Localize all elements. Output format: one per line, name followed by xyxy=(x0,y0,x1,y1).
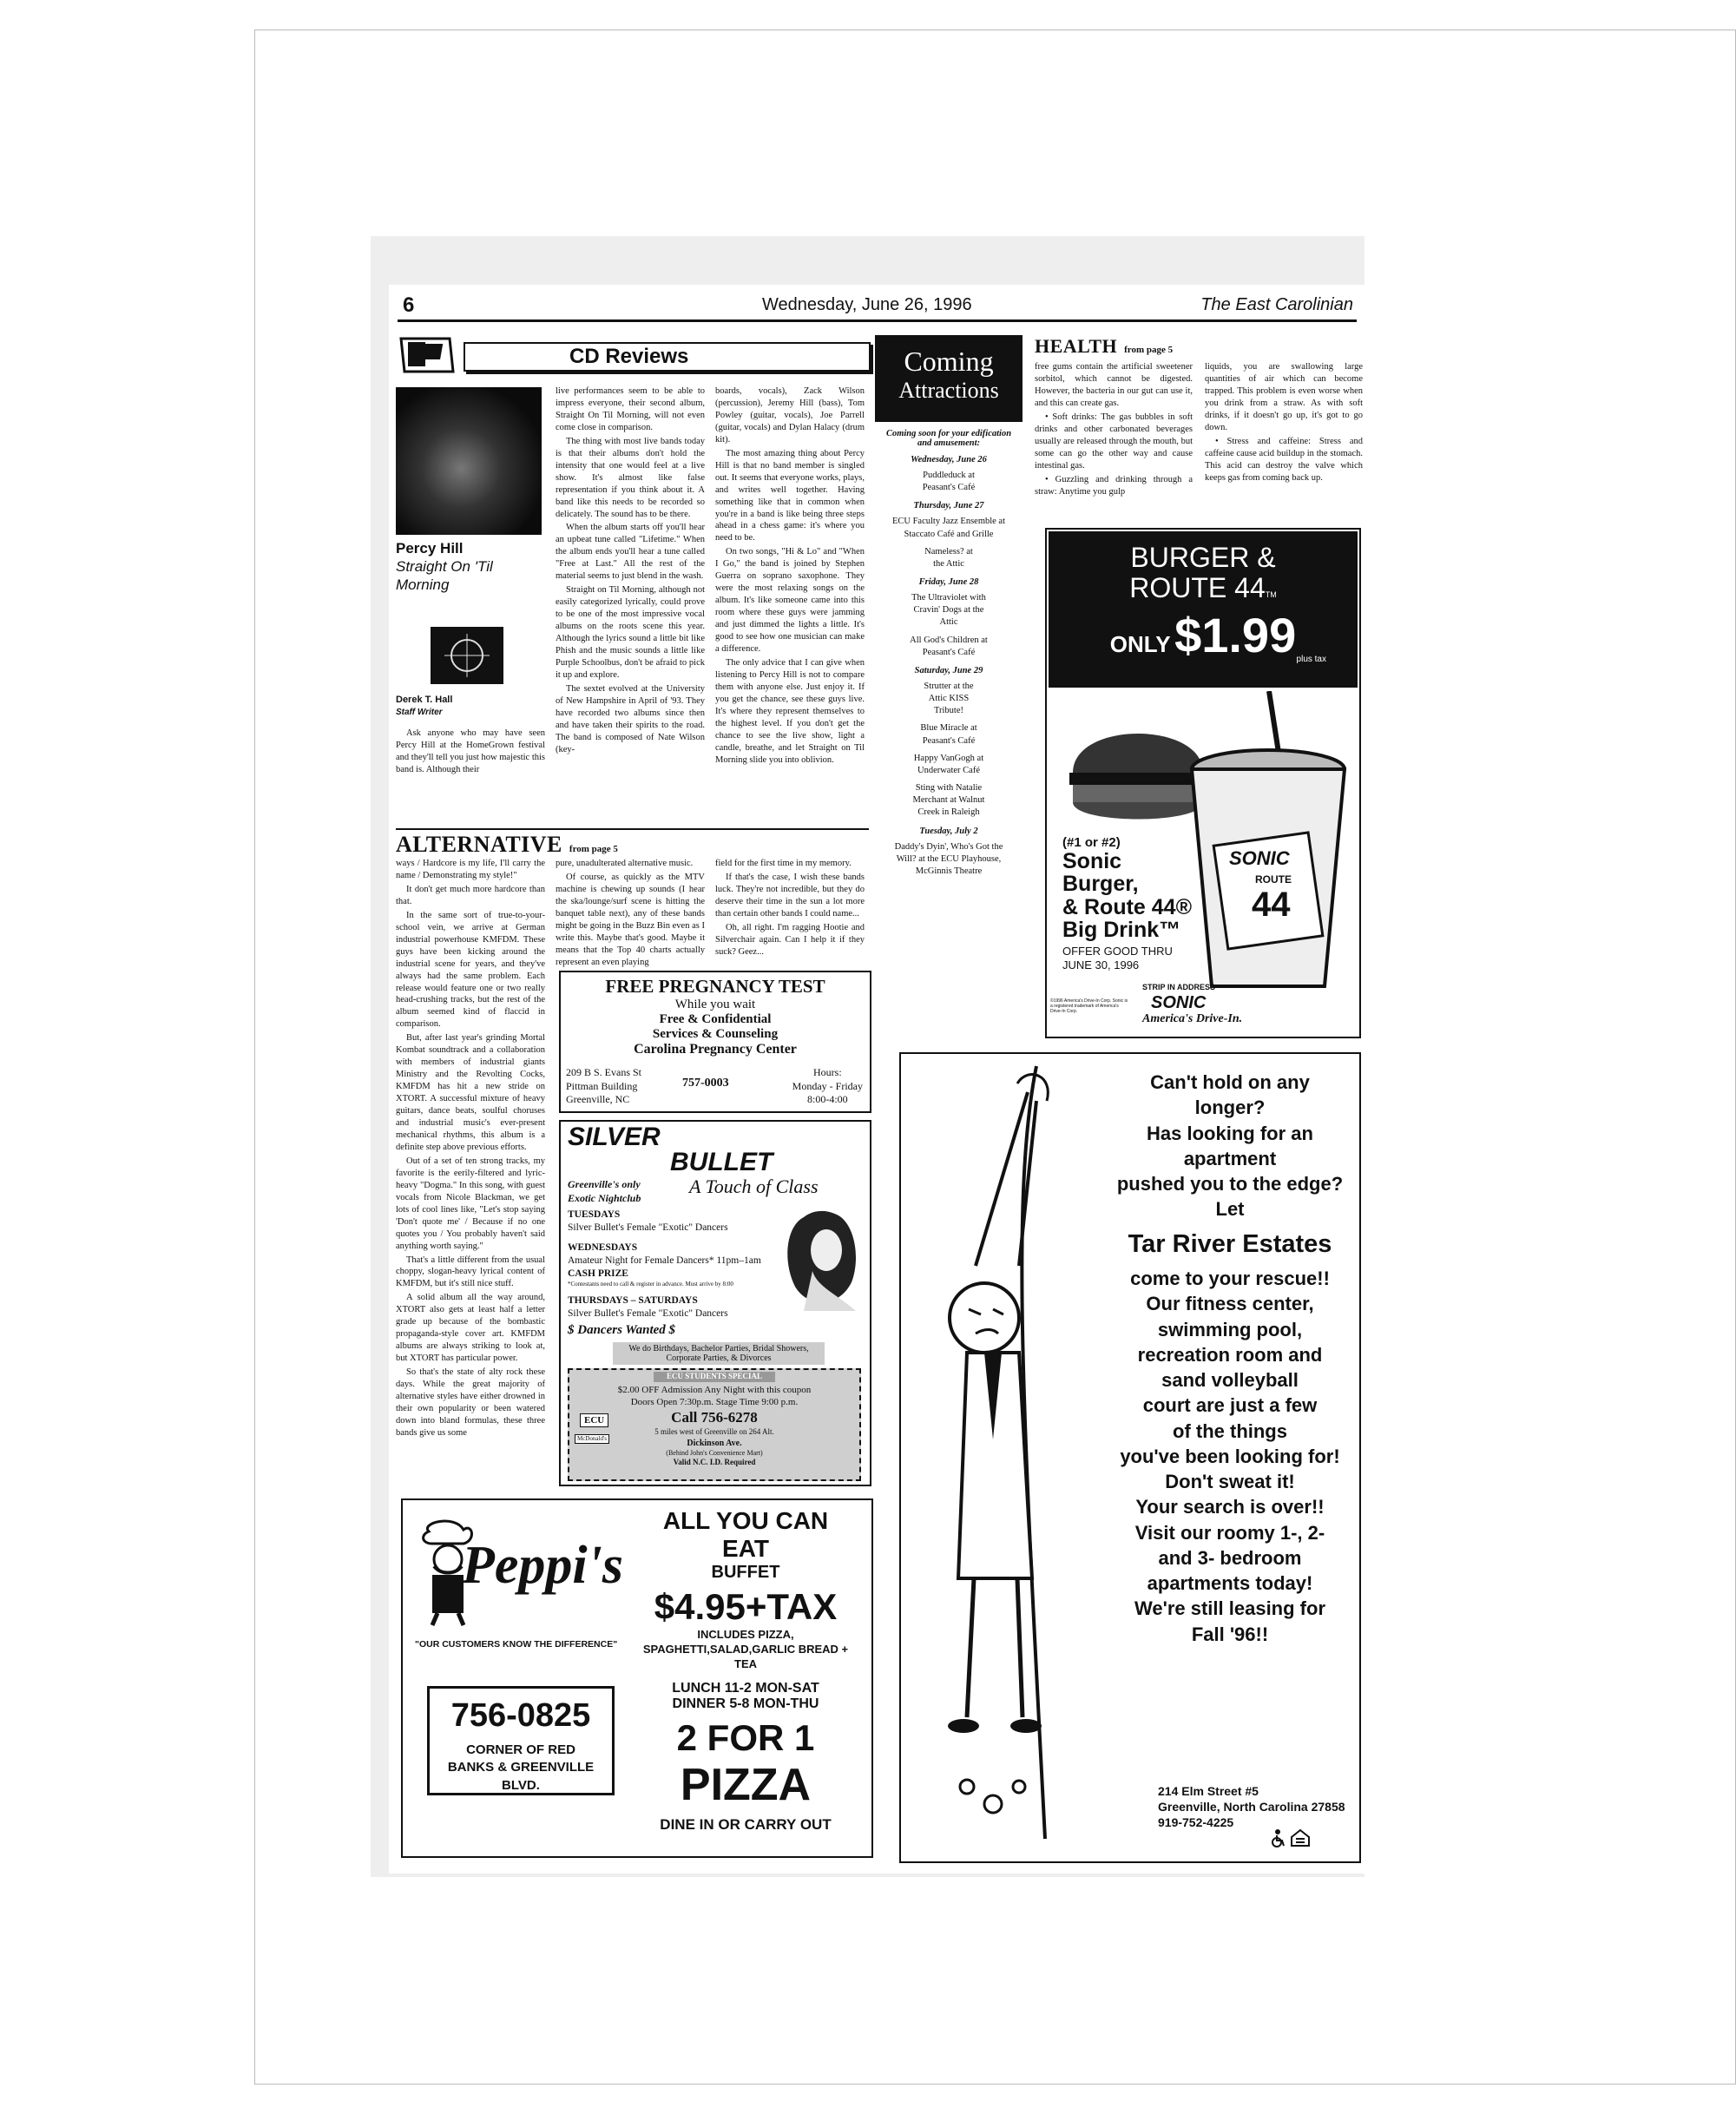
paragraph: That's a little different from the usual choppy, slogan-heavy lyrical content of KMFDM, but it's still nice stuff. xyxy=(396,1255,545,1289)
peppis-includes: INCLUDES PIZZA, SPAGHETTI,SALAD,GARLIC BREAD + TEA xyxy=(642,1628,849,1670)
name-line-1: SILVER xyxy=(568,1123,661,1151)
tar-river-address xyxy=(1158,1783,1345,1831)
sonic-ad xyxy=(1045,528,1361,1038)
ca-date: Tuesday, July 2 xyxy=(919,826,978,836)
cd-review-col-2 xyxy=(556,385,705,758)
sonic-product-line: Sonic xyxy=(1062,849,1122,873)
ad-line: come to your rescue!! xyxy=(1130,1268,1330,1290)
paragraph: When the album starts off you'll hear an upbeat tune called "Lifetime." When the album ends you'll hear a tune called "Free at Last." All the rest of the material seems to just blend in the wash. xyxy=(556,523,705,582)
hours-line: Monday - Friday xyxy=(792,1079,863,1092)
peppis-lunch: LUNCH 11-2 MON-SAT xyxy=(672,1680,819,1696)
newspaper-page xyxy=(389,285,1370,1874)
dancer-illustration-icon xyxy=(778,1200,865,1313)
album-cover xyxy=(431,627,503,684)
ad-line: Fall '96!! xyxy=(1191,1623,1269,1645)
schedule-day: TUESDAYS xyxy=(568,1209,621,1220)
schedule-extra: CASH PRIZE xyxy=(568,1268,628,1279)
album-title: Straight On 'Til Morning xyxy=(396,558,493,594)
tagline-line: Greenville's only xyxy=(568,1178,641,1190)
cd-review-col-1 xyxy=(396,728,545,778)
alternative-heading xyxy=(396,828,869,858)
peppis-menu xyxy=(637,1507,854,1834)
banner-line-2: Attractions xyxy=(898,378,999,403)
schedule-desc: Amateur Night for Female Dancers* 11pm–1am xyxy=(568,1255,761,1266)
publication-name: The East Carolinian xyxy=(1200,295,1353,314)
sonic-headline xyxy=(1049,531,1358,688)
hours-label: Hours: xyxy=(813,1066,842,1078)
peppis-headline: BUFFET xyxy=(711,1563,780,1582)
ad-line: apartments today! xyxy=(1147,1572,1313,1595)
health-heading xyxy=(1035,335,1364,358)
schedule-day: WEDNESDAYS xyxy=(568,1242,638,1253)
paragraph: In the same sort of true-to-your-school vein, we arrive at German industrial powerhouse KMFDM. These guys have been kicking around the industrial scene for years, and they've always had the same problem. Each release would feature one or two really head-crushing tracks, but the rest of the album seemed kind of flaccid in comparison. xyxy=(396,910,545,1030)
coupon-behind: (Behind John's Convenience Mart) xyxy=(666,1449,763,1458)
ad-line: recreation room and xyxy=(1137,1343,1323,1366)
hanging-man-illustration-icon xyxy=(906,1057,1115,1856)
hours-line: 8:00-4:00 xyxy=(807,1093,848,1106)
sonic-line: BURGER & xyxy=(1130,542,1276,573)
pregnancy-ad-hours xyxy=(792,1066,863,1107)
address-line: Pittman Building xyxy=(566,1079,638,1092)
ca-event: ECU Faculty Jazz Ensemble at Staccato Café and Grille xyxy=(891,517,1006,539)
paragraph: Straight on Til Morning, although not easily categorized lyrically, could prove to be one of the most impressive vocal albums on the roots scene this year. Although the lyrics sound a little bit like Phish and the music sounds a little like Purple Schoolbus, don't be afraid to pick it up and explore. xyxy=(556,585,705,680)
ca-event: All God's Children at Peasant's Café xyxy=(910,635,988,657)
sonic-slogan: America's Drive-In. xyxy=(1142,1012,1243,1025)
paragraph: free gums contain the artificial sweetener sorbitol, which cannot be digested. However, the bacteria in our gut can use it, and this can create gas. xyxy=(1035,362,1193,408)
coupon-id: Valid N.C. I.D. Required xyxy=(673,1458,756,1467)
paragraph: Out of a set of ten strong tracks, my favorite is the eerily-filtered and lyric-heavy "Dogma." In this song, with guest vocals from Nicole Blackman, we get lots of cool lines like, "Let's stop saying 'Don't quote me' / Because if no one quotes you / You probably haven't said anything worth saying." xyxy=(396,1156,545,1251)
paragraph: The most amazing thing about Percy Hill is that no band member is singled out. It seems that everyone works, plays, and writes well together. Having something like that in common when you're in a band is like being three steps ahead in a chess game: it's where you need to be. xyxy=(715,448,865,543)
peppis-name: Peppi's xyxy=(462,1536,623,1595)
paragraph: ways / Hardcore is my life, I'll carry the name / Demonstrating my style!" xyxy=(396,859,545,880)
album-artist: Percy Hill xyxy=(396,540,464,557)
ca-event: Daddy's Dyin', Who's Got the Will? at the ECU Playhouse, McGinnis Theatre xyxy=(894,841,1003,876)
ca-event: Nameless? at the Attic xyxy=(924,546,973,569)
peppis-phone: 756-0825 xyxy=(450,1697,591,1734)
tar-river-estates-ad xyxy=(899,1052,1361,1863)
pregnancy-ad-line: Carolina Pregnancy Center xyxy=(634,1042,797,1057)
peppis-price: $4.95+TAX xyxy=(654,1586,838,1627)
ad-line: swimming pool, xyxy=(1157,1318,1303,1340)
sonic-route-line xyxy=(1049,574,1358,602)
silver-bullet-services: We do Birthdays, Bachelor Parties, Bridal Showers, Corporate Parties, & Divorces xyxy=(613,1342,825,1365)
address-line: 919-752-4225 xyxy=(1158,1815,1234,1830)
paragraph: • Soft drinks: The gas bubbles in soft drinks and other carbonated beverages usually are released through the mouth, but some can go the other way and cause intestinal gas. xyxy=(1035,412,1193,471)
map-mcd: McDonald's xyxy=(575,1434,609,1444)
paragraph: • Stress and caffeine: Stress and caffeine cause acid buildup in the stomach. This acid can destroy the valve which keeps gas from coming back up. xyxy=(1205,436,1363,483)
tagline-line: Exotic Nightclub xyxy=(568,1192,641,1205)
ad-line: of the things xyxy=(1173,1419,1287,1442)
coupon-call: Call 756-6278 xyxy=(671,1409,758,1426)
sonic-tm: TM xyxy=(1265,590,1277,599)
sonic-cup-number: 44 xyxy=(1252,886,1291,924)
ad-line: longer? xyxy=(1194,1097,1266,1119)
page-number: 6 xyxy=(403,293,415,317)
address-line: 209 B S. Evans St xyxy=(566,1066,642,1078)
paragraph: The only advice that I can give when listening to Percy Hill is not to compare them with anyone else. Just enjoy it. If you get the chance, see these guys live. It's where they represent themselves to the highest level. If you don't get the chance to see the live show, light a candle, breathe, and let Straight on Til Morning slide you into oblivion. xyxy=(715,657,865,765)
paragraph: field for the first time in my memory. xyxy=(715,859,852,868)
ca-event: Strutter at the Attic KISS Tribute! xyxy=(924,681,974,716)
issue-date: Wednesday, June 26, 1996 xyxy=(762,295,972,314)
address-line: Greenville, NC xyxy=(566,1093,630,1106)
ad-line: Let xyxy=(1215,1198,1245,1221)
coming-attractions-intro: Coming soon for your edification and amusement: xyxy=(885,429,1012,448)
schedule-day: THURSDAYS – SATURDAYS xyxy=(568,1295,698,1307)
silver-bullet-script: A Touch of Class xyxy=(689,1176,819,1197)
album-photo xyxy=(396,387,542,535)
ad-line: and 3- bedroom xyxy=(1158,1546,1302,1569)
map-ecu: ECU xyxy=(580,1413,608,1427)
dancers-wanted: $ Dancers Wanted $ xyxy=(568,1323,676,1337)
paragraph: The thing with most live bands today is that their albums don't hold the intensity that one would feel at a live show. It's almost like false representation if you think about it. A band like this needs to be recorded so delicately. The sound has to be there. xyxy=(556,436,705,519)
paragraph: Of course, as quickly as the MTV machine is chewing up sounds (I hear the ska/lounge/surf scene is hitting the banquet table next), any of these bands might be going in the Buzz Bin even as I write this. Maybe that's good. Maybe it means that the Top 40 charts actually represent an even playing xyxy=(556,872,705,967)
ca-date: Friday, June 28 xyxy=(918,577,979,588)
sonic-price: $1.99 xyxy=(1174,608,1297,662)
pregnancy-ad-title: FREE PREGNANCY TEST xyxy=(605,976,825,997)
pregnancy-ad-line: While you wait xyxy=(674,998,756,1011)
ca-event: Happy VanGogh at Underwater Café xyxy=(913,753,984,775)
ad-line: We're still leasing for xyxy=(1134,1597,1325,1620)
sonic-brand: SONIC xyxy=(1151,993,1207,1012)
coupon-road: Dickinson Ave. xyxy=(687,1439,742,1449)
ad-line: Our fitness center, xyxy=(1146,1293,1314,1315)
ad-line: court are just a few xyxy=(1142,1394,1318,1417)
cd-reviews-banner xyxy=(396,335,869,375)
alternative-col-3 xyxy=(715,858,865,960)
coming-attractions-banner xyxy=(875,335,1023,422)
review-author: Derek T. Hall xyxy=(396,695,453,705)
paragraph: Ask anyone who may have seen Percy Hill at the HomeGrown festival and they'll tell you just how majestic this band is. Although their xyxy=(396,728,545,774)
ca-event: The Ultraviolet with Cravin' Dogs at the Attic xyxy=(911,593,986,628)
alternative-jump: from page 5 xyxy=(569,844,618,854)
ad-line: Has looking for an xyxy=(1147,1122,1313,1144)
sonic-fine-print: ©1996 America's Drive-In Corp. Sonic is a registered trademark of America's Drive-In Corp. xyxy=(1050,998,1128,1014)
health-jump: from page 5 xyxy=(1124,345,1174,355)
sonic-line: ROUTE 44 xyxy=(1129,572,1266,603)
coupon-directions: 5 miles west of Greenville on 264 Alt. xyxy=(654,1427,774,1437)
peppis-dinner: DINNER 5-8 MON-THU xyxy=(672,1696,819,1711)
tar-river-name: Tar River Estates xyxy=(1128,1229,1332,1258)
peppis-dine: DINE IN OR CARRY OUT xyxy=(660,1815,832,1833)
sonic-product-line: Big Drink™ xyxy=(1062,917,1181,942)
equal-housing-icon xyxy=(1290,1828,1311,1847)
health-col-2 xyxy=(1205,361,1363,486)
paragraph: If that's the case, I wish these bands luck. They're not incredible, but they do deserve their time in the sun a lot more than certain other bands I could name... xyxy=(715,872,865,919)
ca-date: Saturday, June 29 xyxy=(914,665,983,675)
paragraph: It don't get much more hardcore than that. xyxy=(396,884,545,906)
paragraph: Oh, all right. I'm ragging Hootie and Silverchair again. Can I help it if they suck? Geez... xyxy=(715,922,865,957)
ad-line: Your search is over!! xyxy=(1135,1496,1325,1518)
alternative-col-1 xyxy=(396,858,545,1441)
coupon-doors: Doors Open 7:30p.m. Stage Time 9:00 p.m. xyxy=(630,1396,799,1407)
ad-line: pushed you to the edge? xyxy=(1116,1173,1344,1195)
sonic-only: ONLY xyxy=(1109,631,1171,657)
cd-review-col-3 xyxy=(715,385,865,768)
alternative-title: ALTERNATIVE xyxy=(396,832,562,857)
peppis-ad xyxy=(401,1498,873,1858)
sonic-choice: (#1 or #2) xyxy=(1062,835,1121,850)
cd-logo-icon xyxy=(396,335,465,375)
silver-bullet-coupon xyxy=(568,1368,861,1481)
ad-line: Don't sweat it! xyxy=(1165,1471,1295,1493)
ad-line: apartment xyxy=(1183,1147,1277,1169)
sonic-plus-tax: plus tax xyxy=(1296,655,1326,664)
sonic-strip: STRIP IN ADDRESS xyxy=(1142,983,1216,991)
ca-date: Wednesday, June 26 xyxy=(911,455,987,464)
ca-event: Blue Miracle at Peasant's Café xyxy=(920,723,977,746)
cd-reviews-title: CD Reviews xyxy=(569,345,689,368)
ecu-special: ECU STUDENTS SPECIAL xyxy=(654,1372,775,1382)
silver-bullet-ad xyxy=(559,1120,871,1486)
schedule-desc: Silver Bullet's Female "Exotic" Dancers xyxy=(568,1308,728,1320)
ad-line: Visit our roomy 1-, 2- xyxy=(1134,1521,1325,1544)
page-header xyxy=(398,290,1357,322)
peppis-headline: ALL YOU CAN EAT xyxy=(662,1507,829,1562)
ca-event: Puddleduck at Peasant's Café xyxy=(922,471,976,493)
alternative-col-2 xyxy=(556,858,705,971)
peppis-corner: CORNER OF RED BANKS & GREENVILLE BLVD. xyxy=(447,1742,595,1793)
sonic-cup-route: ROUTE xyxy=(1255,873,1292,886)
paragraph: The sextet evolved at the University of New Hampshire in April of '93. They have recorded two albums since then and have taken their spirits to the road. The band is composed of Nate Wilson (key- xyxy=(556,683,705,754)
peppis-deal: PIZZA xyxy=(680,1759,812,1810)
pregnancy-ad-address xyxy=(566,1066,641,1107)
peppis-deal: 2 FOR 1 xyxy=(676,1716,815,1758)
ad-line: you've been looking for! xyxy=(1120,1445,1340,1467)
ca-date: Thursday, June 27 xyxy=(913,501,984,511)
silver-bullet-tagline xyxy=(568,1177,641,1205)
pregnancy-ad-line: Free & Confidential xyxy=(659,1012,772,1026)
pregnancy-center-ad xyxy=(559,971,871,1113)
address-line: Greenville, North Carolina 27858 xyxy=(1158,1800,1345,1814)
schedule-note: *Contestants need to call & register in advance. Must arrive by 8:00 xyxy=(568,1280,733,1288)
accessibility-icon xyxy=(1269,1828,1288,1847)
album-cover-art-icon xyxy=(431,627,503,684)
paragraph: liquids, you are swallowing large quantities of air which can become trapped. This problem is even worse when you drink from a straw. As with soft drinks, if it doesn't go up, it's got to go down. xyxy=(1205,362,1363,432)
coming-attractions xyxy=(875,335,1023,883)
sonic-offer-text xyxy=(1062,835,1245,971)
paragraph: • Guzzling and drinking through a straw: Anytime you gulp xyxy=(1035,474,1193,497)
pregnancy-ad-phone: 757-0003 xyxy=(682,1077,729,1090)
schedule-desc: Silver Bullet's Female "Exotic" Dancers xyxy=(568,1222,728,1233)
review-author-title: Staff Writer xyxy=(396,708,443,717)
silver-bullet-schedule xyxy=(568,1209,776,1321)
ca-event: Sting with Natalie Merchant at Walnut Creek in Raleigh xyxy=(912,783,985,818)
paragraph: boards, vocals), Zack Wilson (percussion), Jeremy Hill (bass), Tom Powley (guitar, vocals), Joe Parrell (guitar, vocals) and Dylan Halacy (drum kit). xyxy=(715,386,865,445)
sonic-cup-brand: SONIC xyxy=(1229,847,1290,869)
sonic-offer: OFFER GOOD THRU JUNE 30, 1996 xyxy=(1062,945,1173,971)
health-col-1 xyxy=(1035,361,1193,499)
sonic-product-line: Burger, xyxy=(1062,872,1139,897)
paragraph: So that's the state of alty rock these days. While the great majority of alternative styles have either drowned in their own popularity or been watered down into bland formulas, these three bands give us some xyxy=(396,1367,545,1438)
address-line: 214 Elm Street #5 xyxy=(1158,1784,1259,1798)
health-title: HEALTH xyxy=(1035,335,1118,357)
silver-bullet-name xyxy=(568,1125,773,1175)
pregnancy-ad-line: Services & Counseling xyxy=(652,1027,779,1041)
paragraph: On two songs, "Hi & Lo" and "When I Go," the band is joined by Stephen Guerra on soprano saxophone. They were the most relaxing songs on the album. It's like someone came into this room where these guys were jamming and just dimmed the lights a little. It's good to see how one musician can make a difference. xyxy=(715,547,865,655)
peppis-slogan: "OUR CUSTOMERS KNOW THE DIFFERENCE" xyxy=(415,1639,618,1650)
ad-line: sand volleyball xyxy=(1161,1369,1299,1392)
paragraph: live performances seem to be able to impress everyone, their second album, Straight On Til Morning, will not even come close in comparison. xyxy=(556,386,705,432)
ad-line: Can't hold on any xyxy=(1150,1071,1310,1093)
paragraph: A solid album all the way around, XTORT also gets at least half a letter grade up because of the bombastic propaganda-style cover art. KMFDM albums are always striking to look at, but XTORT has particular power. xyxy=(396,1293,545,1364)
banner-line-1: Coming xyxy=(904,346,994,377)
name-line-2: BULLET xyxy=(670,1147,773,1176)
tar-river-copy xyxy=(1106,1070,1354,1647)
sonic-product-line: & Route 44® xyxy=(1062,894,1192,919)
peppis-contact-box xyxy=(427,1686,615,1795)
paragraph: But, after last year's grinding Mortal Kombat soundtrack and a collaboration with members of industrial giants Ministry and the Revolting Cocks, KMFDM has hit a new stride on XTORT. A successful mixture of heavy guitars, dance beats, soulful choruses and industrial music's ever-present mechanical rhythms, this album is a definite step above previous efforts. xyxy=(396,1033,545,1152)
coupon-offer: $2.00 OFF Admission Any Night with this coupon xyxy=(617,1384,812,1395)
paragraph: pure, unadulterated alternative music. xyxy=(556,859,694,868)
